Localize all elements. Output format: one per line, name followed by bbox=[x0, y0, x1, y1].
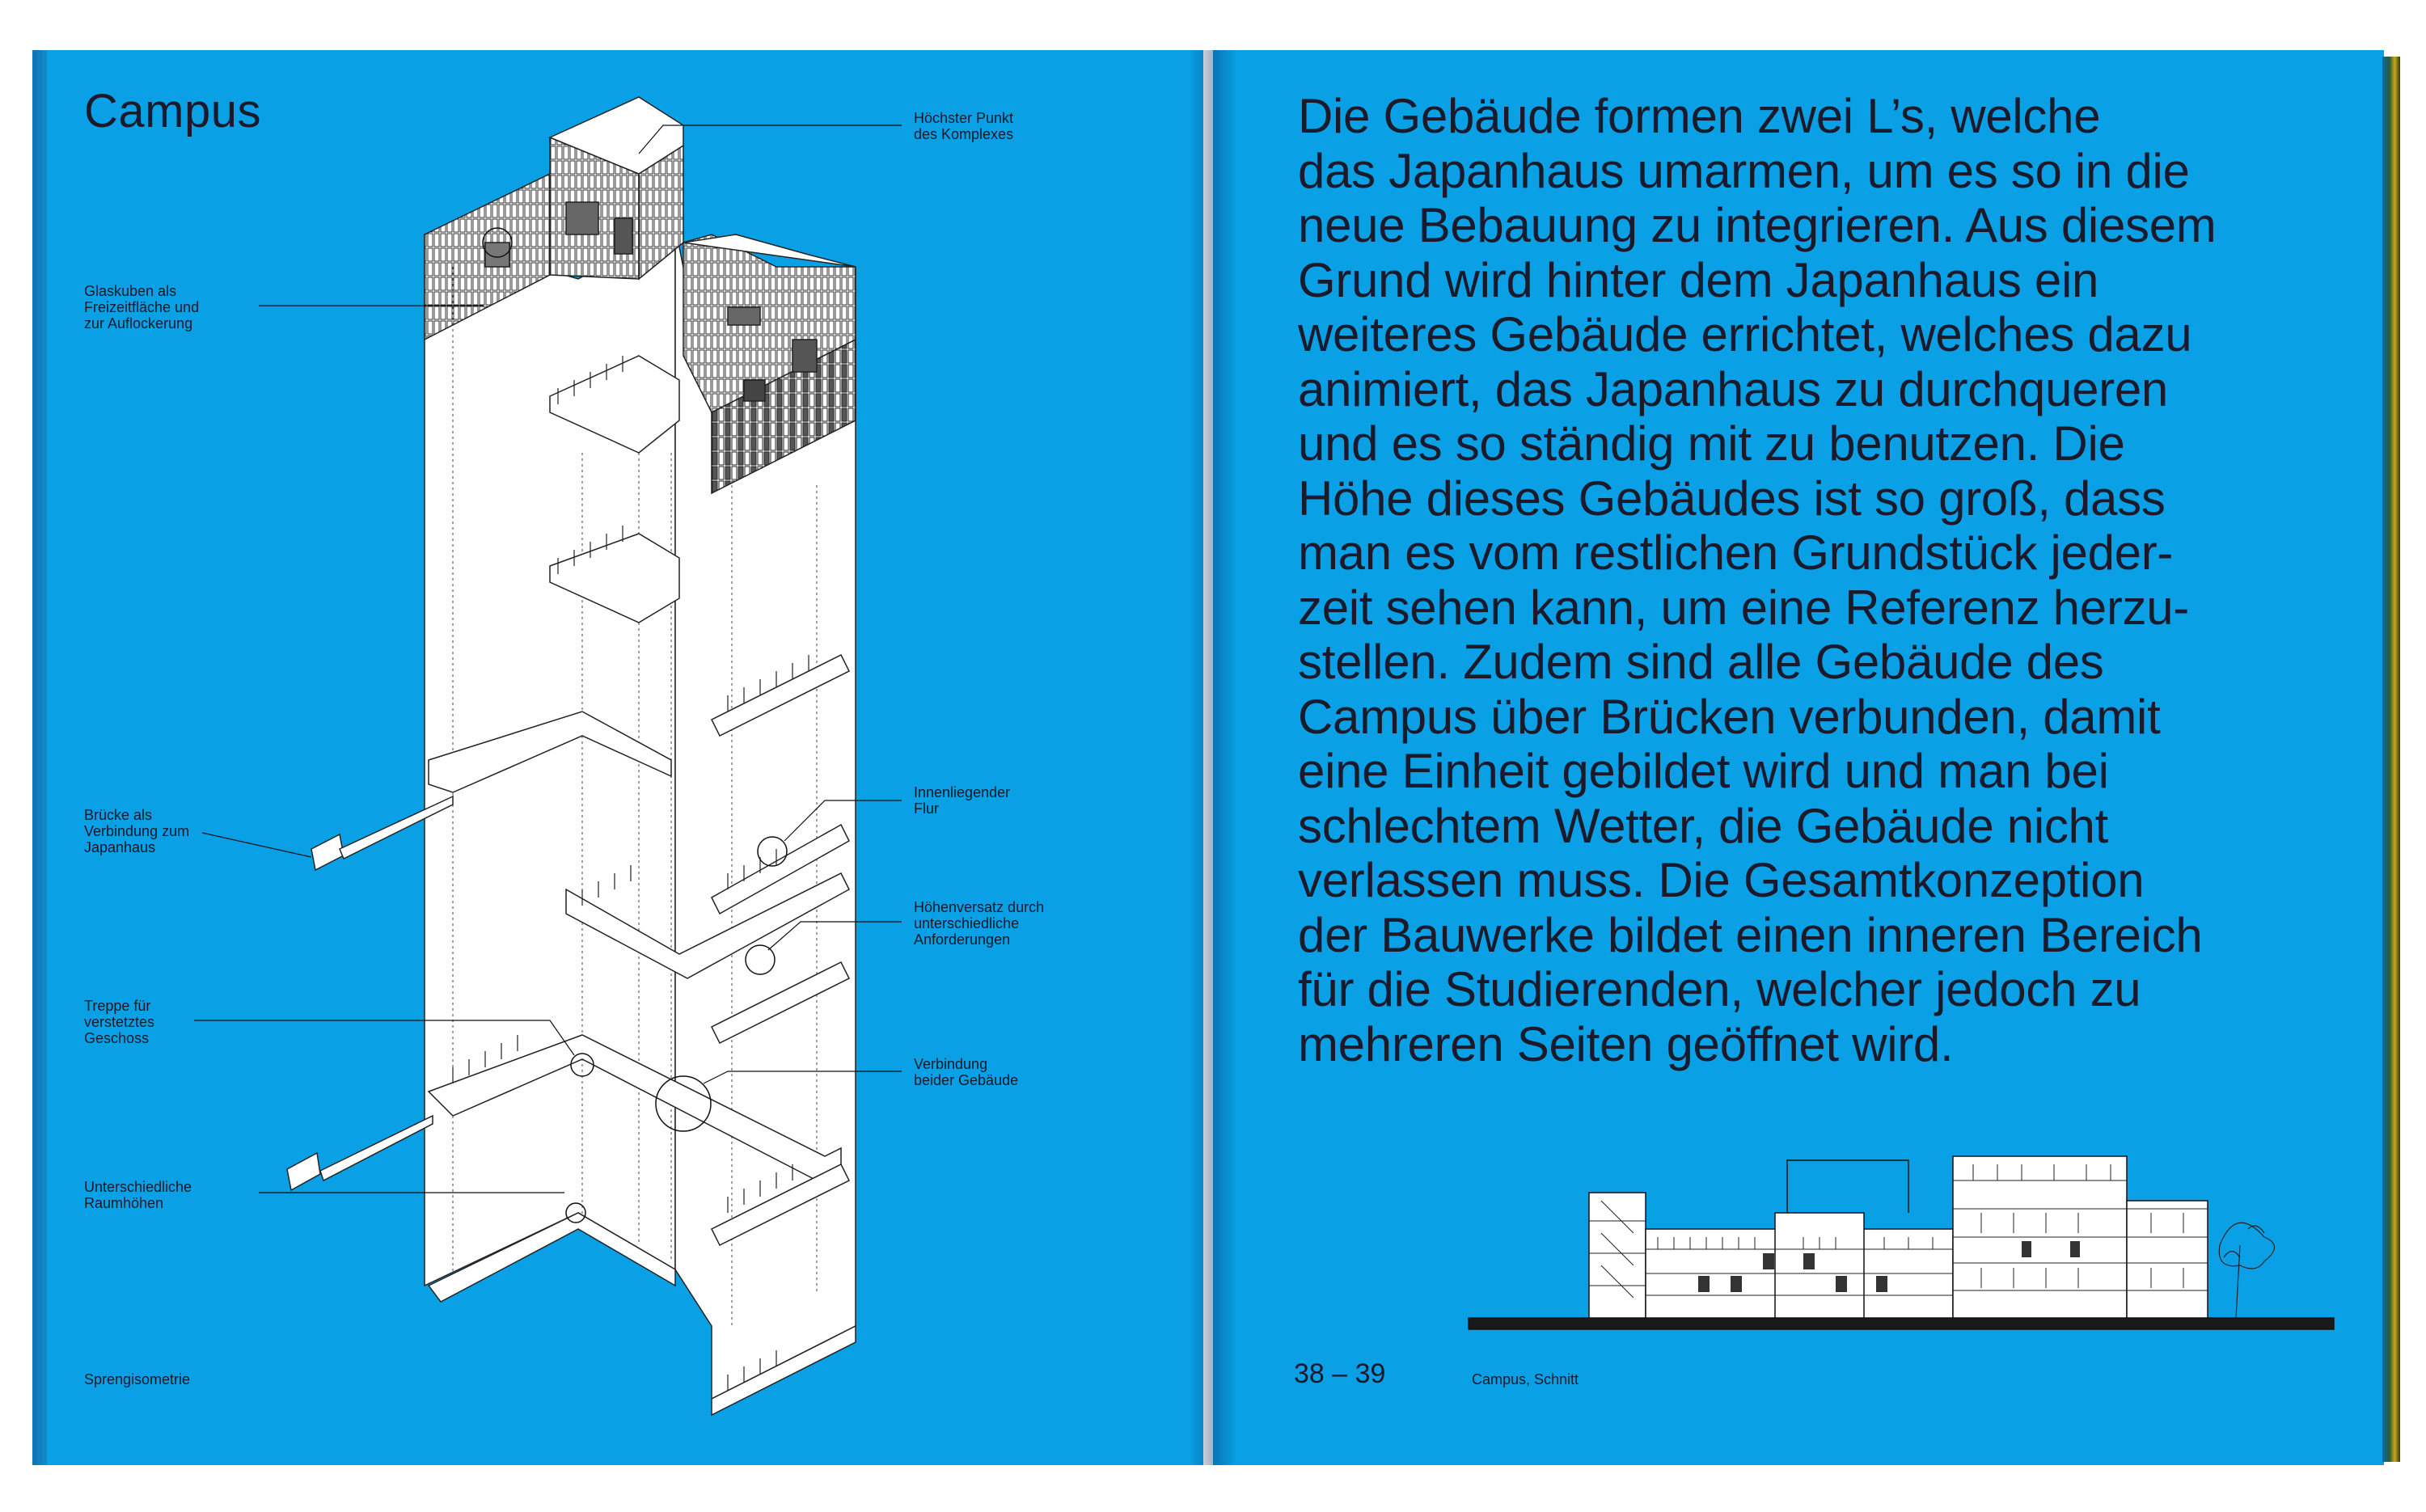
campus-section-drawing bbox=[1456, 1124, 2345, 1350]
right-footer: Campus, Schnitt bbox=[1472, 1371, 1579, 1387]
label-bruecke: Brücke als Verbindung zum Japanhaus bbox=[84, 807, 190, 855]
label-hoehenversatz: Höhenversatz durch unterschiedliche Anforderungen bbox=[914, 899, 1045, 948]
page-numbers: 38 – 39 bbox=[1294, 1358, 1386, 1389]
label-glaskuben: Glaskuben als Freizeitfläche und zur Auflockerung bbox=[84, 283, 200, 332]
page-title: Campus bbox=[84, 85, 261, 137]
label-treppe: Treppe für verstetztes Geschoss bbox=[84, 998, 155, 1046]
label-innenliegender-flur: Innenliegender Flur bbox=[914, 784, 1011, 817]
label-hoechster-punkt: Höchster Punkt des Komplexes bbox=[914, 110, 1014, 142]
left-footer: Sprengisometrie bbox=[84, 1371, 191, 1387]
body-text: Die Gebäude formen zwei L’s, welche das Japanhaus umarmen, um es so in die neue Bebauung zu integrieren. Aus diesem Grund wird hinter dem Japanhaus ein weiteres Gebäude errichtet, welches dazu animiert, das Japanhaus zu durchqueren und es so ständig mit zu benutzen. Die Höhe dieses Gebäudes ist so groß, dass man es vom restlichen Grundstück jeder- zeit sehen kann, um eine Referenz herzu- stellen. Zudem sind alle Gebäude des Campus über Brücken verbunden, damit eine Einheit gebildet wird und man bei schlechtem Wetter, die Gebäude nicht verlassen muss. Die Gesamtkonzeption der Bauwerke bildet einen inneren Bereich für die Studierenden, welcher jedoch zu mehreren Seiten geöffnet wird. bbox=[1298, 89, 2217, 1071]
label-raumhoehen: Unterschiedliche Raumhöhen bbox=[84, 1179, 192, 1211]
label-verbindung: Verbindung beider Gebäude bbox=[914, 1056, 1019, 1088]
